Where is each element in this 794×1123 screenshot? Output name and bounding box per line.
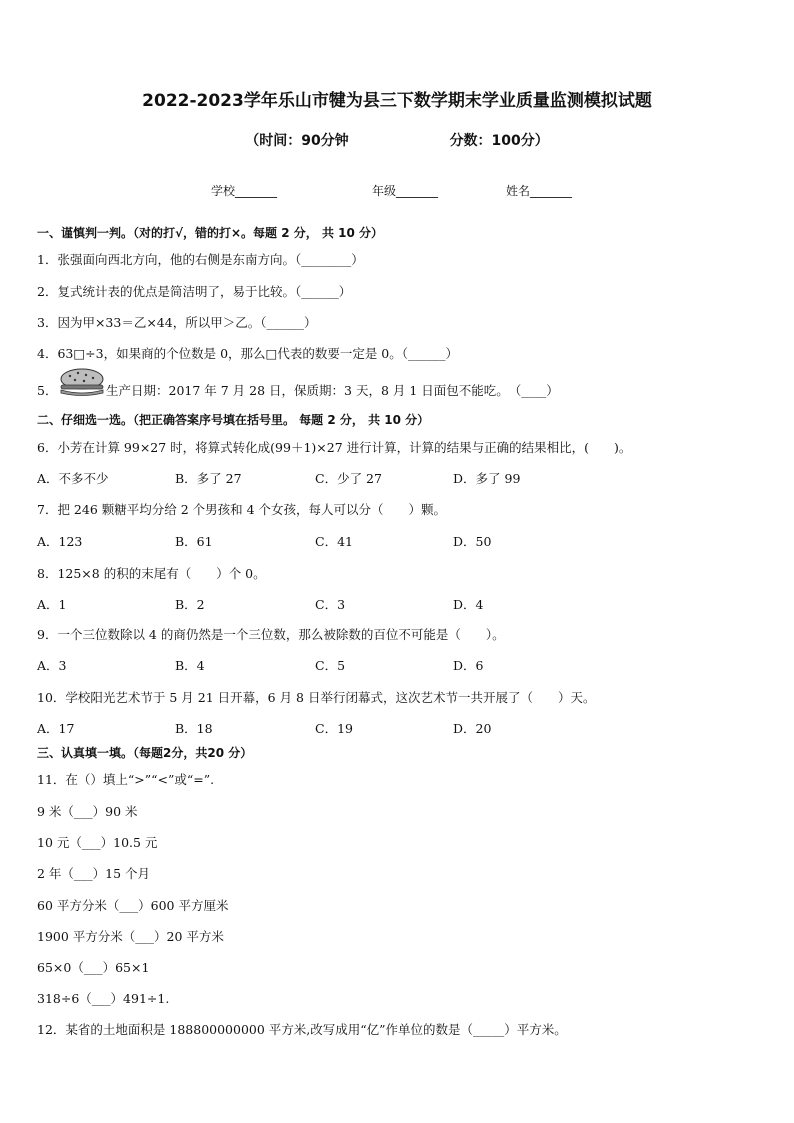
grade-field: 年级_______ — [372, 184, 439, 198]
option-6b: B．多了 27 — [175, 471, 242, 486]
exam-time: （时间：90分钟 — [245, 133, 349, 149]
school-field: 学校_______ — [211, 184, 278, 198]
question-1: 1．张强面向西北方向，他的右侧是东南方向。（________） — [37, 252, 364, 267]
option-7b: B．61 — [175, 534, 213, 549]
compare-item-1: 9 米（___）90 米 — [37, 804, 138, 819]
compare-item-4: 60 平方分米（___）600 平方厘米 — [37, 898, 229, 913]
option-6d: D．多了 99 — [453, 471, 521, 486]
option-8c: C．3 — [315, 597, 346, 612]
question-6: 6．小芳在计算 99×27 时，将算式转化成(99＋1)×27 进行计算，计算的结果与正确的结果相比，( )。 — [37, 440, 632, 455]
compare-item-3: 2 年（___）15 个月 — [37, 866, 151, 881]
exam-score: 分数：100分） — [449, 133, 549, 149]
question-5-text: 生产日期：2017 年 7 月 28 日，保质期：3 天，8 月 1 日面包不能吃。 （____） — [106, 383, 559, 398]
option-10c: C．19 — [315, 721, 353, 736]
compare-item-6: 65×0（___）65×1 — [37, 960, 150, 975]
question-4: 4．63□÷3，如果商的个位数是 0，那么□代表的数要一定是 0。（______） — [37, 346, 459, 361]
exam-subtitle — [0, 130, 794, 150]
option-6a: A．不多不少 — [37, 471, 109, 486]
option-10d: D．20 — [453, 721, 492, 736]
page-title: 2022-2023学年乐山市犍为县三下数学期末学业质量监测模拟试题 — [142, 91, 652, 111]
compare-item-5: 1900 平方分米（___）20 平方米 — [37, 929, 224, 944]
question-3: 3．因为甲×33＝乙×44，所以甲＞乙。（______） — [37, 315, 317, 330]
option-7a: A．123 — [37, 534, 83, 549]
option-7d: D．50 — [453, 534, 492, 549]
section-heading-2: 二、仔细选一选。（把正确答案序号填在括号里。 每题 2 分， 共 10 分） — [37, 413, 430, 427]
question-12: 12．某省的土地面积是 188800000000 平方米,改写成用“亿”作单位的数是（_____）平方米。 — [37, 1022, 567, 1037]
question-10: 10．学校阳光艺术节于 5 月 21 日开幕，6 月 8 日举行闭幕式，这次艺术节一共开展了（ ）天。 — [37, 690, 596, 705]
section-heading-3: 三、认真填一填。（每题2分，共20 分） — [37, 746, 253, 760]
option-6c: C．少了 27 — [315, 471, 382, 486]
option-8d: D．4 — [453, 597, 484, 612]
bread-icon — [58, 368, 108, 398]
name-field: 姓名_______ — [506, 184, 573, 198]
option-9d: D．6 — [453, 658, 484, 673]
question-7: 7．把 246 颗糖平均分给 2 个男孩和 4 个女孩，每人可以分（ ）颗。 — [37, 502, 447, 517]
option-9a: A．3 — [37, 658, 67, 673]
section-heading-1: 一、谨慎判一判。（对的打√，错的打×。每题 2 分， 共 10 分） — [37, 226, 383, 240]
question-9: 9．一个三位数除以 4 的商仍然是一个三位数，那么被除数的百位不可能是（ ）。 — [37, 627, 505, 642]
question-5-number: 5． — [37, 383, 58, 398]
option-10b: B．18 — [175, 721, 213, 736]
question-2: 2．复式统计表的优点是简洁明了，易于比较。（______） — [37, 284, 352, 299]
compare-item-7: 318÷6（___）491÷1. — [37, 991, 170, 1006]
option-8a: A．1 — [37, 597, 67, 612]
question-11: 11．在（）填上“>”“<”或“=”. — [37, 772, 215, 787]
question-8: 8．125×8 的积的末尾有（ ）个 0。 — [37, 566, 266, 581]
option-9b: B．4 — [175, 658, 205, 673]
option-8b: B．2 — [175, 597, 205, 612]
option-7c: C．41 — [315, 534, 353, 549]
option-10a: A．17 — [37, 721, 75, 736]
option-9c: C．5 — [315, 658, 346, 673]
compare-item-2: 10 元（___）10.5 元 — [37, 835, 158, 850]
